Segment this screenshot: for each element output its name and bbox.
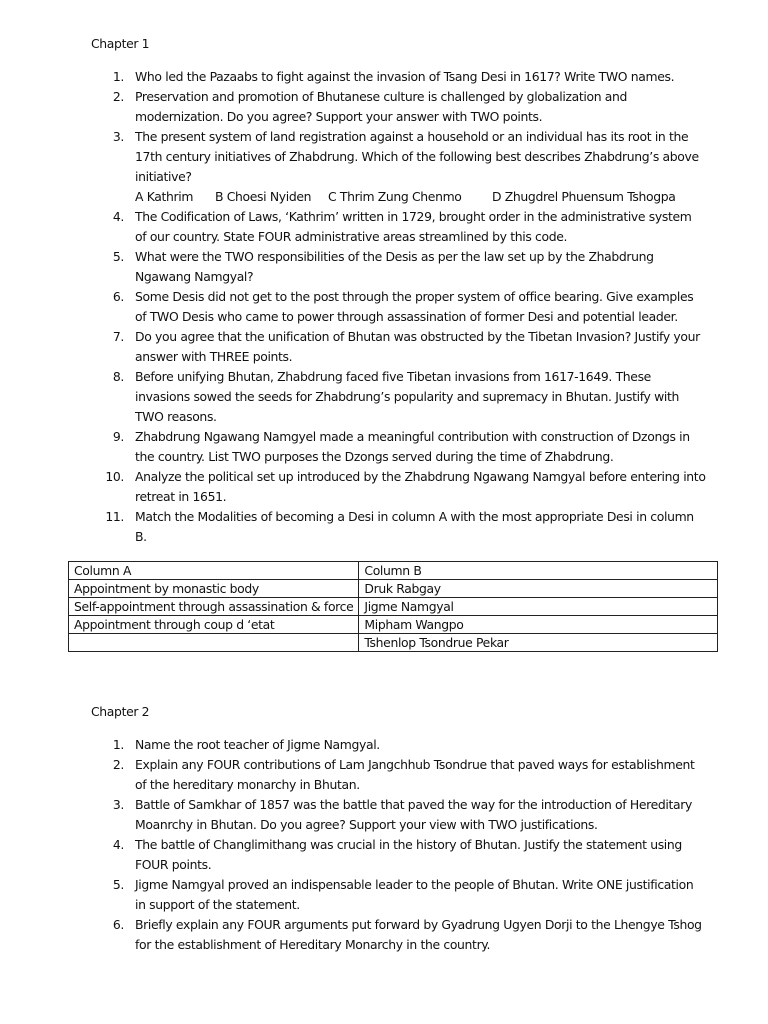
- question-number: 5.: [112, 249, 124, 264]
- question-text: Before unifying Bhutan, Zhabdrung faced five Tibetan invasions from 1617-1649. These: [135, 369, 651, 384]
- table-header-row: [69, 562, 718, 580]
- question-text: Moanrchy in Bhutan. Do you agree? Support your view with TWO justifications.: [135, 817, 598, 832]
- question-number: 10.: [105, 469, 124, 484]
- question-text: Battle of Samkhar of 1857 was the battle that paved the way for the introduction of Hereditary: [135, 797, 692, 812]
- question-number: 2.: [112, 757, 124, 772]
- question-text: The battle of Changlimithang was crucial in the history of Bhutan. Justify the statement using: [135, 837, 682, 852]
- table-cell: Tshenlop Tsondrue Pekar: [359, 634, 718, 652]
- question-text: Ngawang Namgyal?: [135, 269, 254, 284]
- question-item: [91, 327, 706, 367]
- question-item: [91, 247, 706, 287]
- table-row: [69, 634, 718, 652]
- question-number: 6.: [112, 289, 124, 304]
- question-item: [91, 835, 702, 875]
- question-number: 8.: [112, 369, 124, 384]
- question-text: of TWO Desis who came to power through assassination of former Desi and potential leader.: [135, 309, 678, 324]
- table-cell: [69, 634, 359, 652]
- question-text: Preservation and promotion of Bhutanese culture is challenged by globalization and: [135, 89, 628, 104]
- question-item: [91, 795, 702, 835]
- question-item: [91, 367, 706, 427]
- question-text: Name the root teacher of Jigme Namgyal.: [135, 737, 380, 752]
- question-number: 4.: [112, 209, 124, 224]
- chapter-1-questions: [91, 67, 706, 547]
- question-text: The Codification of Laws, ‘Kathrim’ written in 1729, brought order in the administrative system: [135, 209, 692, 224]
- question-number: 5.: [112, 877, 124, 892]
- option-d: D Zhugdrel Phuensum Tshogpa: [492, 189, 676, 204]
- question-text: Some Desis did not get to the post through the proper system of office bearing. Give examples: [135, 289, 694, 304]
- option-c: C Thrim Zung Chenmo: [328, 189, 462, 204]
- question-item: [91, 507, 706, 547]
- table-row: [69, 580, 718, 598]
- match-table: [68, 561, 718, 652]
- question-text: Explain any FOUR contributions of Lam Jangchhub Tsondrue that paved ways for establishment: [135, 757, 695, 772]
- question-text: the country. List TWO purposes the Dzongs served during the time of Zhabdrung.: [135, 449, 614, 464]
- table-cell: Self-appointment through assassination & force: [69, 598, 359, 616]
- table-cell: Appointment through coup d ‘etat: [69, 616, 359, 634]
- question-item: [91, 427, 706, 467]
- question-number: 1.: [112, 737, 124, 752]
- question-item: [91, 67, 706, 87]
- question-text: answer with THREE points.: [135, 349, 293, 364]
- table-cell: Jigme Namgyal: [359, 598, 718, 616]
- question-item: [91, 207, 706, 247]
- question-number: 9.: [112, 429, 124, 444]
- question-text: in support of the statement.: [135, 897, 300, 912]
- question-text: FOUR points.: [135, 857, 212, 872]
- question-item: [91, 735, 702, 755]
- question-item: [91, 915, 702, 955]
- question-number: 2.: [112, 89, 124, 104]
- table-cell: Druk Rabgay: [359, 580, 718, 598]
- table-row: [69, 598, 718, 616]
- question-text: Analyze the political set up introduced by the Zhabdrung Ngawang Namgyal before entering into: [135, 469, 706, 484]
- table-row: [69, 616, 718, 634]
- question-text: Zhabdrung Ngawang Namgyel made a meaningful contribution with construction of Dzongs in: [135, 429, 690, 444]
- question-item: [91, 127, 706, 207]
- option-b: B Choesi Nyiden: [215, 189, 312, 204]
- table-header-cell: Column A: [69, 562, 359, 580]
- chapter-1-title: Chapter 1: [91, 36, 150, 51]
- question-text: of our country. State FOUR administrative areas streamlined by this code.: [135, 229, 568, 244]
- question-text: TWO reasons.: [135, 409, 217, 424]
- question-number: 1.: [112, 69, 124, 84]
- question-text: What were the TWO responsibilities of the Desis as per the law set up by the Zhabdrung: [135, 249, 654, 264]
- question-text: retreat in 1651.: [135, 489, 227, 504]
- question-text: invasions sowed the seeds for Zhabdrung’s popularity and supremacy in Bhutan. Justify with: [135, 389, 679, 404]
- question-number: 3.: [112, 797, 124, 812]
- question-item: [91, 287, 706, 327]
- question-item: [91, 467, 706, 507]
- question-text: of the hereditary monarchy in Bhutan.: [135, 777, 360, 792]
- question-number: 4.: [112, 837, 124, 852]
- question-text: 17th century initiatives of Zhabdrung. Which of the following best describes Zhabdrung’s above: [135, 149, 699, 164]
- question-text: The present system of land registration against a household or an individual has its root in the: [135, 129, 689, 144]
- question-number: 3.: [112, 129, 124, 144]
- question-number: 6.: [112, 917, 124, 932]
- question-text: Who led the Pazaabs to fight against the invasion of Tsang Desi in 1617? Write TWO names.: [135, 69, 675, 84]
- question-number: 11.: [105, 509, 124, 524]
- answer-options: [135, 187, 706, 207]
- question-text: Do you agree that the unification of Bhutan was obstructed by the Tibetan Invasion? Justify your: [135, 329, 700, 344]
- question-text: for the establishment of Hereditary Monarchy in the country.: [135, 937, 491, 952]
- question-text: modernization. Do you agree? Support your answer with TWO points.: [135, 109, 543, 124]
- question-text: initiative?: [135, 169, 192, 184]
- question-item: [91, 87, 706, 127]
- chapter-2-title: Chapter 2: [91, 704, 150, 719]
- question-item: [91, 875, 702, 915]
- question-item: [91, 755, 702, 795]
- table-cell: Appointment by monastic body: [69, 580, 359, 598]
- question-text: Jigme Namgyal proved an indispensable leader to the people of Bhutan. Write ONE justification: [135, 877, 694, 892]
- table-cell: Mipham Wangpo: [359, 616, 718, 634]
- question-text: B.: [135, 529, 147, 544]
- question-text: Match the Modalities of becoming a Desi in column A with the most appropriate Desi in column: [135, 509, 694, 524]
- option-a: A Kathrim: [135, 189, 194, 204]
- question-text: Briefly explain any FOUR arguments put forward by Gyadrung Ugyen Dorji to the Lhengye Tshog: [135, 917, 702, 932]
- chapter-2-questions: [91, 735, 702, 955]
- question-number: 7.: [112, 329, 124, 344]
- table-header-cell: Column B: [359, 562, 718, 580]
